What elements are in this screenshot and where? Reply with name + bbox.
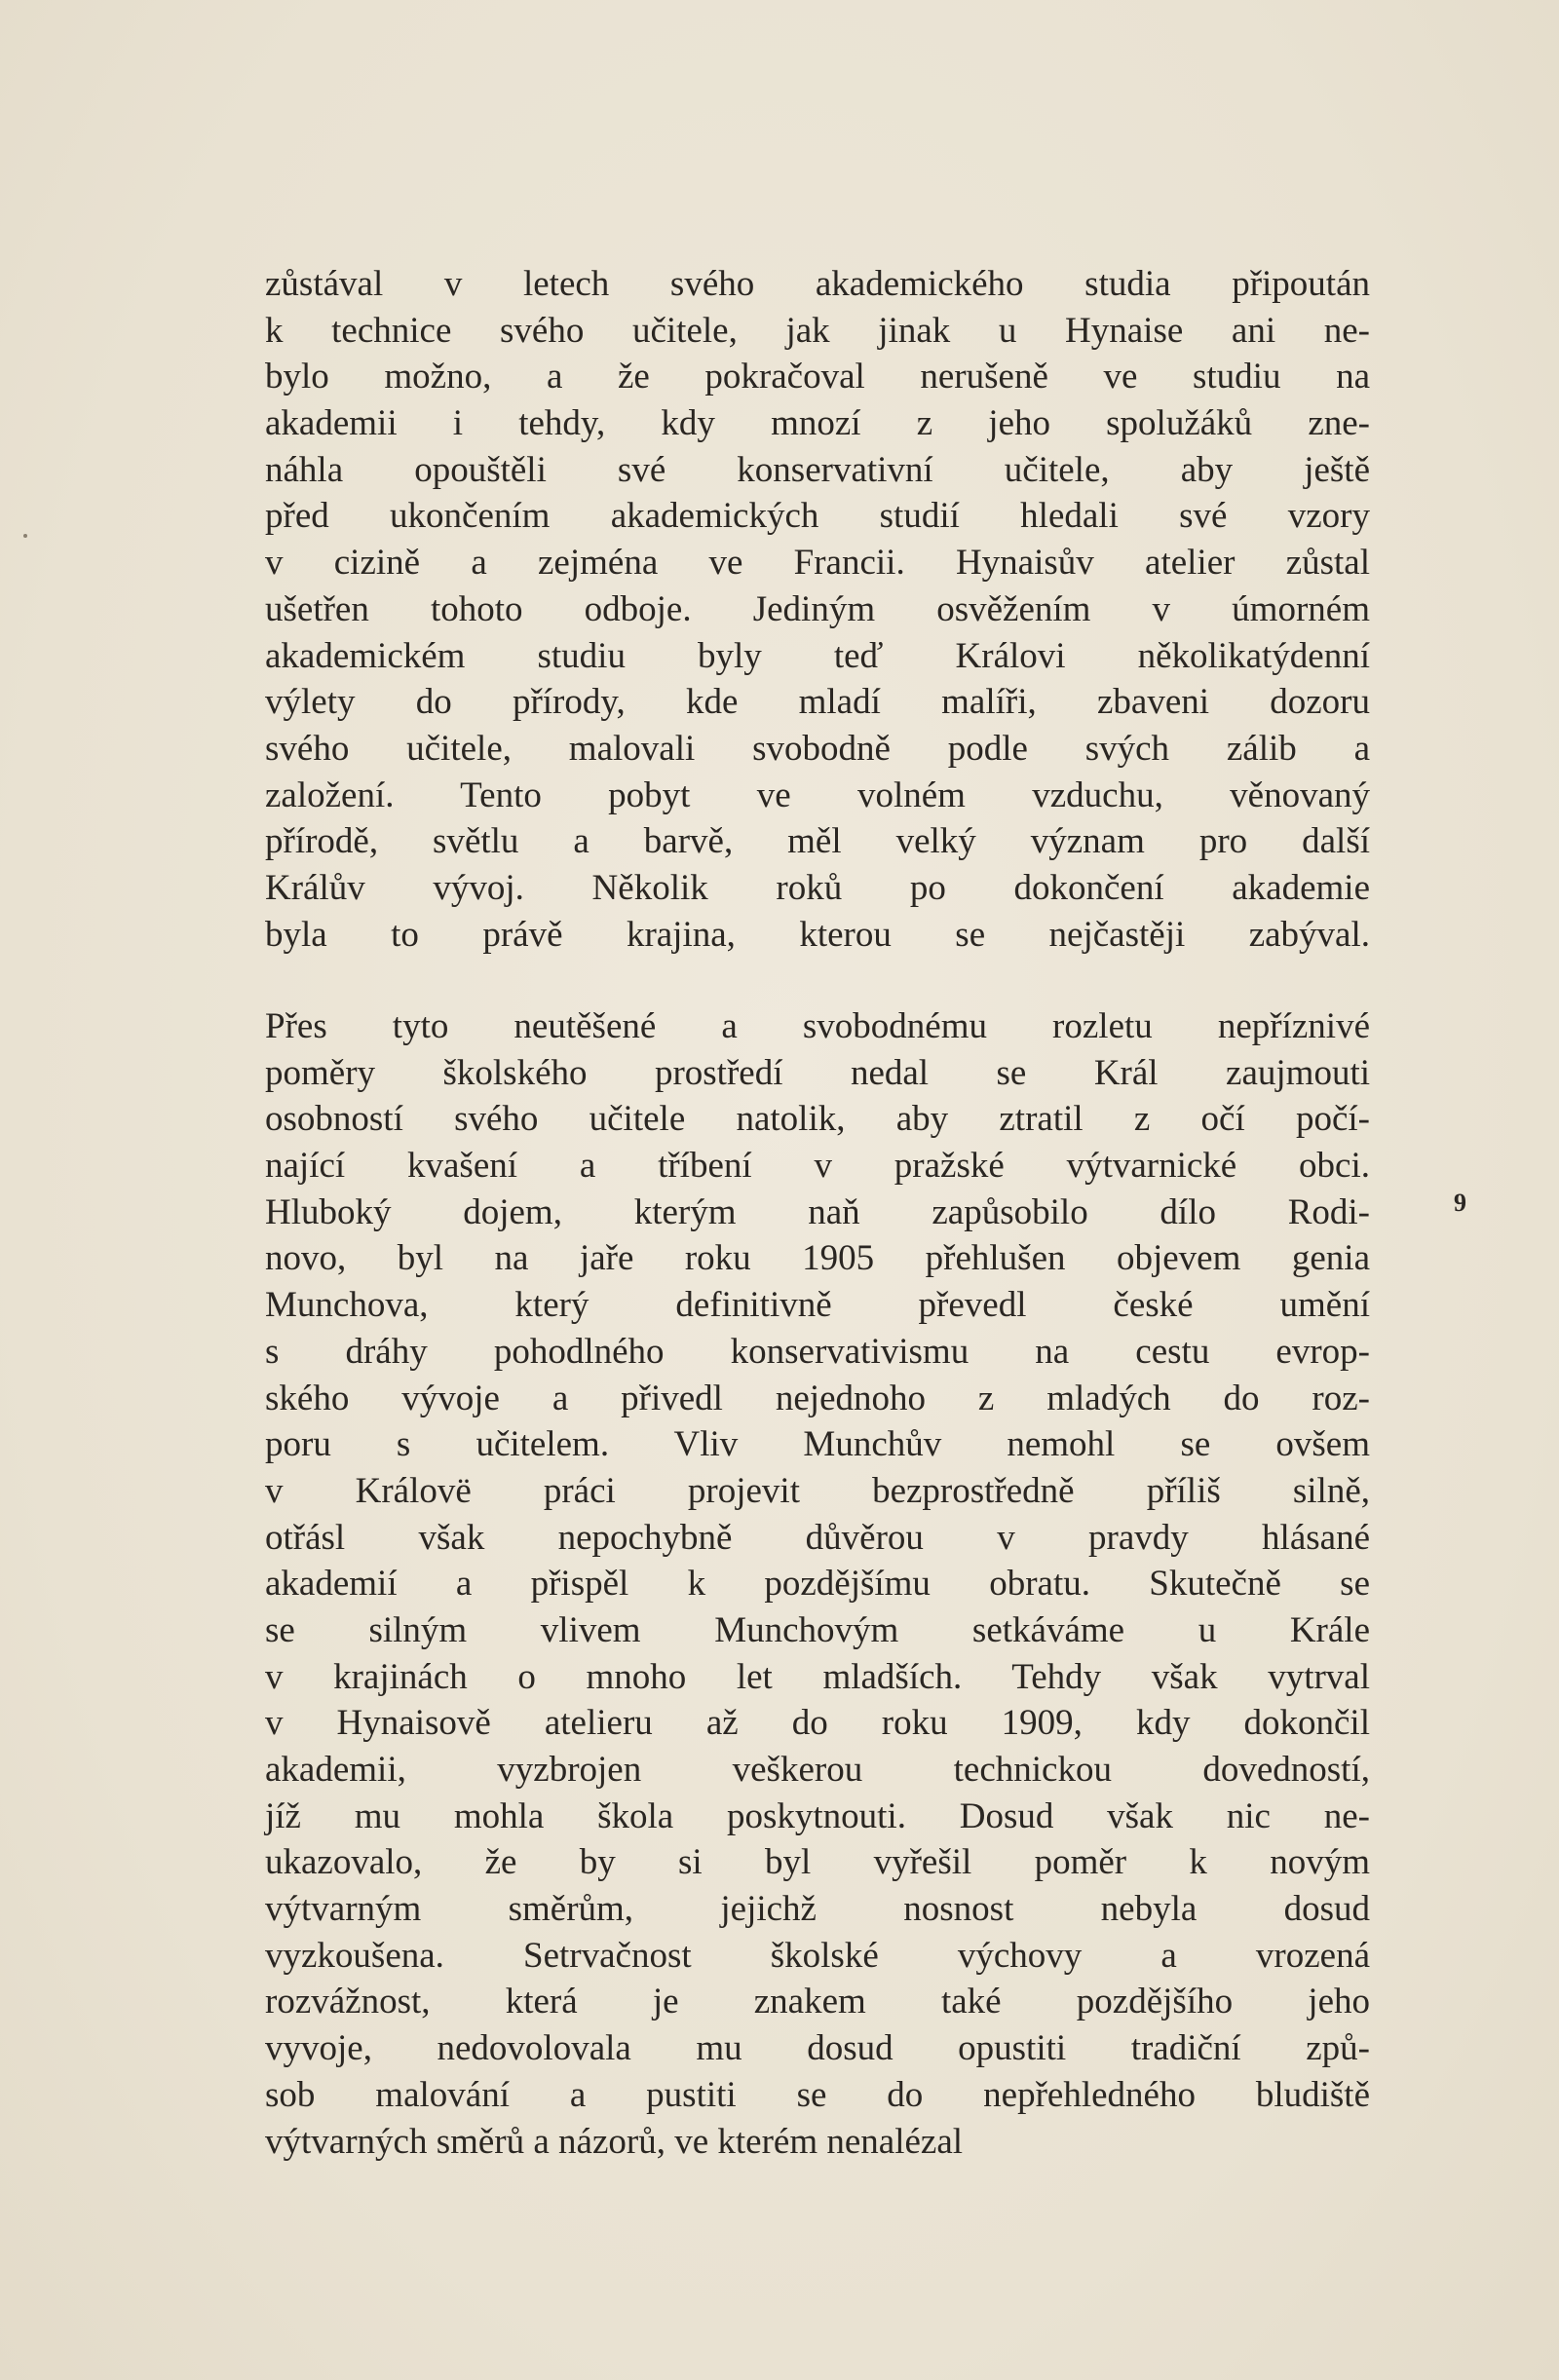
paragraph-2	[265, 1003, 1370, 2165]
text-line: rozvážnost, která je znakem také pozdějšího jeho	[265, 1982, 1370, 2022]
text-line: s dráhy pohodlného konservativismu na cestu evrop-	[265, 1331, 1370, 1372]
text-line: v Královë práci projevit bezprostředně příliš silně,	[265, 1470, 1370, 1511]
page-number: 9	[1454, 1189, 1466, 1217]
text-line: vyzkoušena. Setrvačnost školské výchovy a vrozená	[265, 1935, 1370, 1976]
text-line: v krajinách o mnoho let mladších. Tehdy však vytrval	[265, 1656, 1370, 1697]
text-line: přírodě, světlu a barvě, měl velký význam pro další	[265, 821, 1370, 862]
text-line: otřásl však nepochybně důvěrou v pravdy hlásané	[265, 1517, 1370, 1558]
text-line: k technice svého učitele, jak jinak u Hynaise ani ne-	[265, 310, 1370, 351]
text-line: nající kvašení a tříbení v pražské výtvarnické obci.	[265, 1146, 1370, 1187]
text-line: bylo možno, a že pokračoval nerušeně ve studiu na	[265, 357, 1370, 397]
text-line: akademii i tehdy, kdy mnozí z jeho spolužáků zne-	[265, 403, 1370, 444]
text-line: výlety do přírody, kde mladí malíři, zbaveni dozoru	[265, 682, 1370, 723]
text-line: akademickém studiu byly teď Královi několikatýdenní	[265, 635, 1370, 676]
text-line: jíž mu mohla škola poskytnouti. Dosud však nic ne-	[265, 1795, 1370, 1836]
text-line: poměry školského prostředí nedal se Král zaujmouti	[265, 1052, 1370, 1093]
text-line: Přes tyto neutěšené a svobodnému rozletu nepříznivé	[265, 1006, 1370, 1046]
text-line: Hluboký dojem, kterým naň zapůsobilo dílo Rodi-	[265, 1191, 1370, 1232]
text-line: výtvarným směrům, jejichž nosnost nebyla dosud	[265, 1889, 1370, 1930]
paper-speck	[23, 534, 27, 538]
text-line: založení. Tento pobyt ve volném vzduchu, věnovaný	[265, 774, 1370, 815]
text-line: akademií a přispěl k pozdějšímu obratu. Skutečně se	[265, 1564, 1370, 1605]
text-line: novo, byl na jaře roku 1905 přehlušen objevem genia	[265, 1238, 1370, 1279]
text-line: osobností svého učitele natolik, aby ztratil z očí počí-	[265, 1099, 1370, 1140]
text-line: před ukončením akademických studií hledali své vzory	[265, 496, 1370, 537]
text-line: poru s učitelem. Vliv Munchův nemohl se ovšem	[265, 1424, 1370, 1465]
text-line: Munchova, který definitivně převedl české umění	[265, 1285, 1370, 1326]
text-line: v Hynaisově atelieru až do roku 1909, kdy dokončil	[265, 1703, 1370, 1744]
text-line: ského vývoje a přivedl nejednoho z mladých do roz-	[265, 1378, 1370, 1418]
text-line: Králův vývoj. Několik roků po dokončení akademie	[265, 867, 1370, 908]
text-line: svého učitele, malovali svobodně podle svých zálib a	[265, 728, 1370, 769]
text-line: zůstával v letech svého akademického studia připoután	[265, 264, 1370, 304]
text-line: byla to právě krajina, kterou se nejčastěji zabýval.	[265, 914, 1370, 955]
text-line: výtvarných směrů a názorů, ve kterém nenalézal	[265, 2121, 964, 2162]
text-line: se silným vlivem Munchovým setkáváme u Krále	[265, 1609, 1370, 1650]
text-line: vyvoje, nedovolovala mu dosud opustiti tradiční způ-	[265, 2028, 1370, 2069]
text-line: ušetřen tohoto odboje. Jediným osvěžením v úmorném	[265, 588, 1370, 629]
paragraph-1	[265, 261, 1370, 958]
text-line: náhla opouštěli své konservativní učitele, aby ještě	[265, 449, 1370, 490]
text-line: akademii, vyzbrojen veškerou technickou dovedností,	[265, 1750, 1370, 1790]
text-line: ukazovalo, že by si byl vyřešil poměr k novým	[265, 1842, 1370, 1883]
text-line: sob malování a pustiti se do nepřehledného bludiště	[265, 2074, 1370, 2115]
text-line: v cizině a zejména ve Francii. Hynaisův atelier zůstal	[265, 543, 1370, 584]
